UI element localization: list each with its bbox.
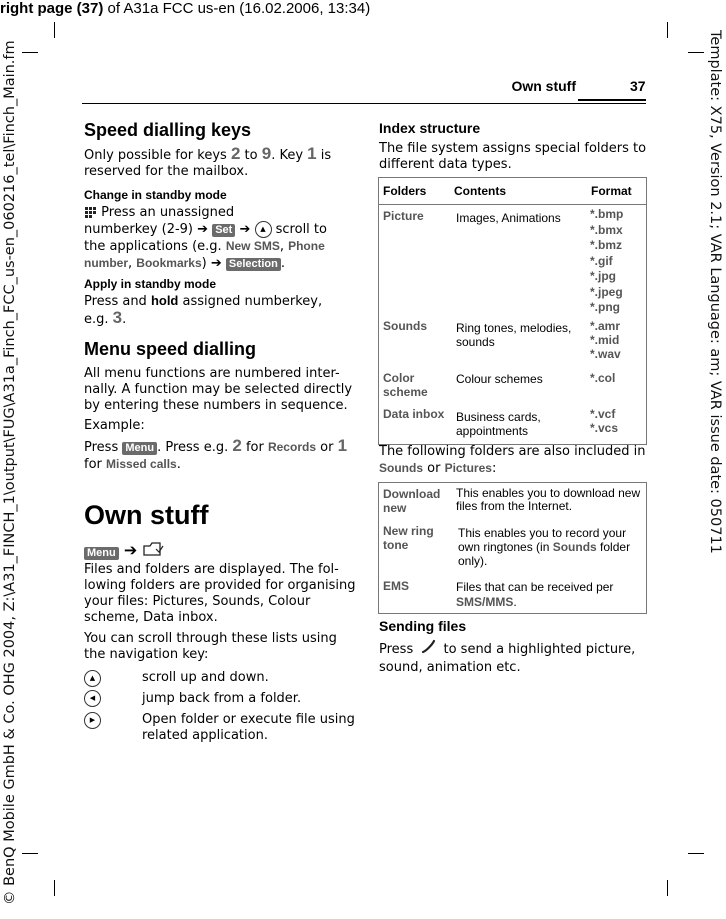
table-cell-format: *.bmp *.bmx *.bmz *.gif *.jpg *.jpeg *.png (590, 207, 624, 314)
sms-mms-label: SMS/MMS (456, 595, 514, 609)
table-header: Format (591, 184, 632, 198)
arrow-icon: ➔ (210, 256, 222, 271)
table-cell-contents: This enables you to download new files from the Internet. (456, 486, 641, 513)
pictures-label: Pictures (444, 461, 492, 475)
menu-key: Menu (122, 442, 157, 455)
own-stuff-text (84, 562, 364, 663)
text: folder only). (458, 540, 631, 568)
call-key-icon (417, 639, 439, 660)
template-side-text: Template: X75, Version 2.1; VAR Language: am; VAR issue date: 050711 (707, 30, 723, 554)
records-label: Records (267, 440, 316, 454)
text: is (316, 148, 332, 163)
table-cell-contents: Business cards, appointments (456, 410, 541, 438)
nav-desc: Open folder or execute file using (142, 712, 355, 727)
key-2: 2 (230, 144, 241, 163)
text: for (241, 440, 268, 455)
text: by entering these numbers in sequence. (84, 398, 348, 413)
table-cell-folder: Picture (383, 209, 424, 223)
text: or (423, 461, 445, 476)
table-cell-contents (458, 526, 638, 568)
text: numberkey (2-9) (84, 222, 198, 237)
sounds-label: Sounds (379, 461, 423, 475)
set-key: Set (212, 224, 235, 237)
text: Only possible for keys (84, 148, 231, 163)
arrow-icon: ➔ (239, 222, 251, 237)
table-cell-format: *.amr *.mid *.wav (590, 319, 621, 361)
text: sound, animation etc. (379, 660, 521, 675)
number-label: number (84, 256, 129, 270)
speed-dialling-title: Speed dialling keys (84, 120, 252, 140)
text: assigned numberkey, (178, 294, 323, 309)
crop-mark (54, 880, 55, 896)
key-3: 3 (112, 308, 123, 327)
table-cell-folder: Download new (383, 487, 441, 515)
top-line-rest: of A31a FCC us-en (16.02.2006, 13:34) (103, 0, 371, 17)
hold-word: hold (150, 293, 179, 308)
missed-calls-label: Missed calls (106, 457, 177, 471)
sending-files-text (379, 639, 651, 676)
table-header: Folders (383, 184, 427, 198)
text: nally. A function may be selected directly (84, 382, 353, 397)
arrow-icon: ➔ (197, 222, 209, 237)
nav-desc: related application. (142, 728, 268, 743)
text: e.g. (84, 312, 113, 327)
new-sms-label: New SMS (225, 239, 280, 253)
index-intro (379, 141, 649, 173)
table-cell-contents: Ring tones, melodies, sounds (456, 321, 572, 349)
text: different data types. (379, 157, 512, 172)
index-structure-title: Index structure (379, 120, 481, 136)
nav-right-icon: ▶ (84, 712, 101, 729)
table-cell-contents: Images, Animations (456, 211, 561, 225)
table-cell-folder: New ring tone (383, 524, 434, 552)
extra-folder-table (378, 482, 647, 614)
text: Press (379, 642, 418, 657)
apply-heading: Apply in standby mode (84, 277, 217, 291)
text: . Press e.g. (157, 440, 233, 455)
text: Example: (84, 418, 145, 433)
menu-speed-title: Menu speed dialling (84, 339, 257, 359)
text: Press and (84, 294, 151, 309)
text: scheme, Data inbox. (84, 610, 218, 625)
key-2: 2 (232, 436, 242, 455)
top-line-bold: right page (37) (0, 0, 104, 17)
text: The file system assigns special folders to (379, 141, 647, 156)
copyright-side-text: © BenQ Mobile GmbH & Co. OHG 2004, Z:\A31_FINCH_1\output\FUG\A31a_Finch_FCC_us-en_060216_tel\Finch_Main.fm (2, 40, 18, 905)
crop-mark (22, 52, 38, 53)
text: . Key (271, 148, 308, 163)
folder-table (378, 177, 647, 445)
table-cell-contents: Colour schemes (456, 372, 543, 386)
keypad-icon (84, 206, 97, 219)
text: You can scroll through these lists using (84, 631, 337, 646)
own-stuff-path (84, 540, 164, 562)
table-cell-contents (456, 580, 636, 610)
text: ) (201, 256, 211, 271)
table-header: Contents (454, 184, 506, 198)
sounds-label: Sounds (552, 540, 597, 554)
table-cell-folder: Data inbox (383, 407, 445, 421)
menu-speed-text: All menu functions are numbered inter- nally. A function may be selected directly by entering these numbers in sequence. Example: Press Menu . Press e.g. 2 for Records or 1 for Missed calls. (84, 366, 364, 473)
table-cell-folder: Sounds (383, 319, 427, 333)
top-running-line (0, 0, 370, 17)
text: your files: Pictures, Sounds, Colour (84, 594, 311, 609)
crop-mark (688, 52, 704, 53)
key-9: 9 (261, 144, 272, 163)
sending-files-title: Sending files (379, 618, 467, 634)
key-1: 1 (307, 144, 317, 163)
text: Press (84, 440, 123, 455)
crop-mark (667, 880, 668, 896)
header-page-underline (578, 99, 646, 101)
table-cell-folder: EMS (383, 579, 410, 593)
text: reserved for the mailbox. (84, 164, 249, 179)
header-rule (82, 103, 646, 104)
text: Files that can be received per (456, 580, 614, 594)
text: : (491, 461, 497, 476)
text: scroll to (271, 222, 327, 237)
arrow-icon: ➔ (123, 540, 138, 560)
text: The following folders are also included in (379, 444, 646, 459)
text: Press an unassigned (97, 205, 235, 220)
key-1: 1 (337, 436, 348, 455)
crop-mark (688, 853, 704, 854)
text: Files and folders are displayed. The fol- (84, 562, 339, 577)
page-number: 37 (630, 78, 646, 94)
text: to send a highlighted picture, (439, 642, 636, 657)
text: or (316, 440, 338, 455)
bookmarks-label: Bookmarks (136, 256, 202, 270)
nav-desc: jump back from a folder. (142, 691, 302, 706)
nav-desc: scroll up and down. (142, 670, 269, 685)
text: . (513, 595, 517, 609)
phone-label: Phone (288, 239, 325, 253)
crop-mark (54, 22, 55, 38)
table-cell-folder: Color scheme (383, 371, 428, 399)
nav-updown-icon: ▲ (84, 670, 101, 687)
table-cell-format: *.col (590, 371, 616, 385)
selection-key: Selection (226, 258, 281, 271)
page-header-title: Own stuff (511, 78, 576, 94)
speed-intro (84, 146, 354, 180)
nav-updown-icon: ▲ (255, 221, 272, 238)
apply-text: Press and hold assigned numberkey, e.g. 3. (84, 293, 323, 327)
table-cell-format: *.vcf *.vcs (590, 407, 619, 435)
menu-key: Menu (84, 547, 119, 560)
text: the navigation key: (84, 647, 209, 662)
text: for (84, 457, 107, 472)
crop-mark (22, 853, 38, 854)
folder-icon (142, 540, 164, 562)
text: All menu functions are numbered inter- (84, 366, 340, 381)
text: This enables you to record your own ringtones (in (458, 526, 627, 554)
crop-mark (667, 22, 668, 38)
also-included-text (379, 444, 651, 477)
own-stuff-title: Own stuff (84, 500, 209, 530)
nav-left-icon: ◀ (84, 690, 101, 707)
text: lowing folders are provided for organising (84, 578, 356, 593)
text: the applications (e.g. (84, 239, 226, 254)
standby-heading: Change in standby mode (84, 188, 227, 202)
standby-text: Press an unassigned numberkey (2-9) ➔ Set ➔ ▲ scroll to the applications (e.g. New SMS, Phone number, Bookmarks) ➔ Selection . (84, 205, 327, 271)
text: to (240, 148, 262, 163)
